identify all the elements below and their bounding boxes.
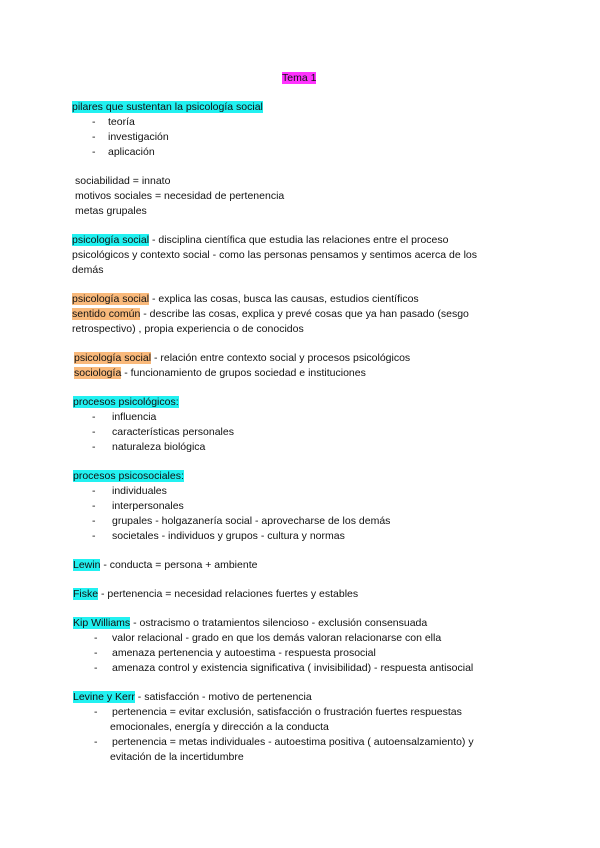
paragraph-text: - disciplina científica que estudia las relaciones entre el proceso	[149, 234, 449, 246]
paragraph-text: - describe las cosas, explica y prevé cosas que ya han pasado (sesgo	[140, 308, 469, 320]
term-highlight: psicología social	[72, 234, 150, 246]
bullet: -	[92, 131, 96, 143]
list-item: teoría	[108, 116, 135, 128]
paragraph-line: psicológicos y contexto social - como las personas pensamos y sentimos acerca de los	[72, 249, 478, 261]
paragraph-line: retrospectivo) , propia experiencia o de conocidos	[72, 323, 304, 335]
list-item	[92, 116, 96, 129]
list-item: valor relacional - grado en que los demás valoran relacionarse con ella	[112, 632, 442, 644]
paragraph-line	[74, 367, 366, 380]
heading-highlight: procesos psicosociales:	[73, 470, 184, 482]
list-item-continuation: evitación de la incertidumbre	[110, 751, 244, 763]
term-highlight: sentido común	[72, 308, 141, 320]
definition-line: motivos sociales = necesidad de pertenencia	[75, 190, 285, 202]
list-item: societales - individuos y grupos - cultura y normas	[112, 530, 345, 542]
list-item: características personales	[112, 426, 234, 438]
author-highlight: Lewin	[73, 559, 101, 571]
list-item: pertenencia = evitar exclusión, satisfacción o frustración fuertes respuestas	[112, 706, 462, 718]
author-line	[73, 588, 358, 601]
definition-line: sociabilidad = innato	[75, 175, 171, 187]
list-item: naturaleza biológica	[112, 441, 206, 453]
bullet: -	[92, 146, 96, 158]
author-text: - conducta = persona + ambiente	[100, 559, 258, 571]
list-item: amenaza pertenencia y autoestima - respuesta prosocial	[112, 647, 376, 659]
list-item: interpersonales	[112, 500, 184, 512]
bullet: -	[92, 411, 96, 423]
list-item: investigación	[108, 131, 169, 143]
paragraph-line: demás	[72, 264, 104, 276]
section-heading	[73, 396, 179, 409]
paragraph-text: - explica las cosas, busca las causas, estudios científicos	[149, 293, 419, 305]
author-text: - pertenencia = necesidad relaciones fuertes y estables	[98, 588, 359, 600]
list-item: grupales - holgazanería social - aprovecharse de los demás	[112, 515, 391, 527]
title-highlight: Tema 1	[282, 72, 317, 84]
author-line	[73, 691, 312, 704]
term-highlight: psicología social	[74, 352, 152, 364]
pilares-heading	[72, 101, 263, 114]
author-highlight: Kip Williams	[73, 617, 131, 629]
author-line	[73, 559, 257, 572]
paragraph-text: - funcionamiento de grupos sociedad e instituciones	[121, 367, 366, 379]
bullet: -	[94, 632, 98, 644]
bullet: -	[92, 426, 96, 438]
author-highlight: Levine y Kerr	[73, 691, 135, 703]
author-highlight: Fiske	[73, 588, 99, 600]
author-text: - ostracismo o tratamientos silencioso - exclusión consensuada	[130, 617, 428, 629]
bullet: -	[92, 441, 96, 453]
list-item: pertenencia = metas individuales - autoestima positiva ( autoensalzamiento) y	[112, 736, 474, 748]
term-highlight: sociología	[74, 367, 122, 379]
paragraph-line	[72, 293, 419, 306]
bullet: -	[92, 515, 96, 527]
term-highlight: psicología social	[72, 293, 150, 305]
bullet: -	[94, 706, 98, 718]
bullet: -	[92, 116, 96, 128]
pilares-heading-text: pilares que sustentan la psicología social	[72, 101, 263, 113]
paragraph-text: - relación entre contexto social y procesos psicológicos	[151, 352, 411, 364]
author-text: - satisfacción - motivo de pertenencia	[134, 691, 312, 703]
paragraph-line	[74, 352, 410, 365]
bullet: -	[92, 485, 96, 497]
bullet: -	[94, 662, 98, 674]
list-item: aplicación	[108, 146, 155, 158]
bullet: -	[94, 647, 98, 659]
bullet: -	[92, 530, 96, 542]
list-item: amenaza control y existencia significativa ( invisibilidad) - respuesta antisocial	[112, 662, 474, 674]
list-item-continuation: emocionales, energía y dirección a la conducta	[110, 721, 329, 733]
list-item: individuales	[112, 485, 167, 497]
paragraph-line	[72, 234, 448, 247]
heading-highlight: procesos psicológicos:	[73, 396, 179, 408]
paragraph-line	[72, 308, 469, 321]
page-title	[282, 72, 316, 85]
section-heading	[73, 470, 184, 483]
bullet: -	[92, 500, 96, 512]
bullet: -	[94, 736, 98, 748]
definition-line: metas grupales	[75, 205, 147, 217]
list-item: influencia	[112, 411, 157, 423]
author-line	[73, 617, 427, 630]
